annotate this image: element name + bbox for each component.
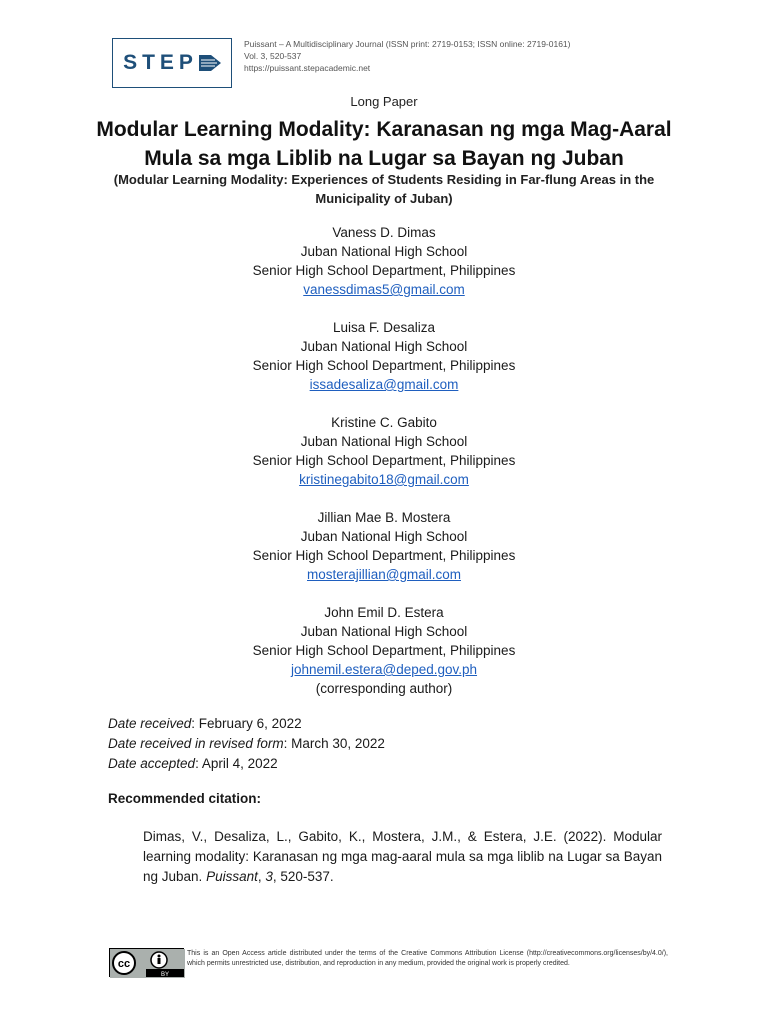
- logo-text: STEP: [123, 51, 198, 74]
- cc-badge-label: BY: [160, 972, 170, 978]
- paper-title: Modular Learning Modality: Karanasan ng mga Mag-Aaral Mula sa mga Liblib na Lugar sa Bayan ng Juban: [96, 118, 672, 170]
- author-name: Vaness D. Dimas: [332, 225, 436, 240]
- journal-url[interactable]: https://puissant.stepacademic.net: [244, 63, 371, 73]
- arrow-logo-icon: [199, 55, 221, 71]
- author-school: Juban National High School: [300, 434, 468, 449]
- author-school: Juban National High School: [300, 624, 468, 639]
- publication-dates: [108, 714, 385, 774]
- author-school: Juban National High School: [300, 529, 468, 544]
- author-block: [0, 413, 768, 489]
- author-department: Senior High School Department, Philippines: [252, 643, 516, 658]
- author-block: [0, 603, 768, 698]
- date-revised: Date received in revised form: March 30, 2022: [108, 736, 385, 751]
- recommended-citation: Dimas, V., Desaliza, L., Gabito, K., Mostera, J.M., & Estera, J.E. (2022). Modular learning modality: Karanasan ng mga mag-aaral mula sa mga liblib na Lugar sa Bayan ng Juban. Puissant, 3, 520-537.: [143, 829, 662, 884]
- step-logo: [112, 38, 232, 88]
- article-type: Long Paper: [350, 94, 418, 109]
- author-email-link[interactable]: kristinegabito18@gmail.com: [299, 472, 469, 487]
- creative-commons-icon: [110, 949, 185, 978]
- author-name: Luisa F. Desaliza: [332, 320, 436, 335]
- journal-line: Puissant – A Multidisciplinary Journal (ISSN print: 2719-0153; ISSN online: 2719-0161): [244, 39, 571, 49]
- author-school: Juban National High School: [300, 244, 468, 259]
- author-block: [0, 318, 768, 394]
- volume-line: Vol. 3, 520-537: [244, 51, 302, 61]
- license-text: This is an Open Access article distributed under the terms of the Creative Commons Attribution License (http://creativecommons.org/licenses/by/4.0/), which permits unrestricted use, distribution, and reproduction in any medium, provided the original work is properly credited.: [187, 950, 668, 967]
- author-school: Juban National High School: [300, 339, 468, 354]
- journal-meta: [244, 38, 571, 74]
- author-email-link[interactable]: johnemil.estera@deped.gov.ph: [290, 662, 478, 677]
- author-department: Senior High School Department, Philippines: [252, 263, 516, 278]
- author-block: [0, 508, 768, 584]
- cc-by-license-badge[interactable]: [109, 948, 184, 977]
- author-name: Kristine C. Gabito: [331, 415, 437, 430]
- author-department: Senior High School Department, Philippines: [252, 548, 516, 563]
- date-received: Date received: February 6, 2022: [108, 716, 302, 731]
- citation-heading: Recommended citation:: [108, 791, 262, 806]
- author-department: Senior High School Department, Philippines: [252, 453, 516, 468]
- corresponding-author-note: (corresponding author): [315, 681, 453, 696]
- date-accepted: Date accepted: April 4, 2022: [108, 756, 278, 771]
- paper-subtitle: (Modular Learning Modality: Experiences of Students Residing in Far-flung Areas in the Municipality of Juban): [113, 172, 655, 206]
- author-list: [0, 223, 768, 717]
- author-name: John Emil D. Estera: [324, 605, 444, 620]
- author-email-link[interactable]: mosterajillian@gmail.com: [307, 567, 461, 582]
- author-email-link[interactable]: vanessdimas5@gmail.com: [303, 282, 465, 297]
- author-block: [0, 223, 768, 299]
- svg-text:cc: cc: [117, 958, 131, 970]
- author-email-link[interactable]: issadesaliza@gmail.com: [309, 377, 459, 392]
- author-department: Senior High School Department, Philippines: [252, 358, 516, 373]
- author-name: Jillian Mae B. Mostera: [317, 510, 451, 525]
